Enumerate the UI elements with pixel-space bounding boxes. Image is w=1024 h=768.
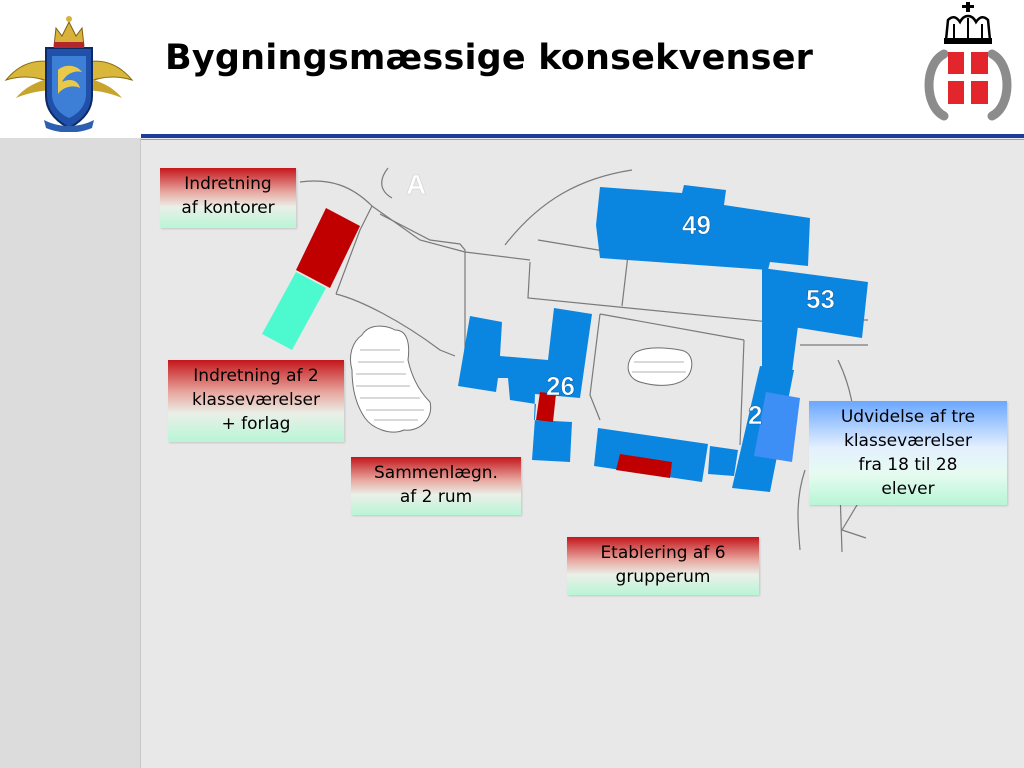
building-small (708, 446, 738, 476)
classroom-block (262, 272, 326, 350)
left-sidebar-panel (0, 138, 141, 768)
callout-office (160, 168, 296, 228)
callout-classrooms-line2: klasseværelser (191, 390, 320, 410)
callout-merge (351, 457, 521, 515)
callout-extension-line3: fra 18 til 28 (858, 455, 958, 475)
building-label-26: 26 (546, 371, 575, 401)
building-label-2: 2 (748, 400, 763, 430)
building-label-49: 49 (682, 210, 711, 240)
callout-office-line1: Indretning (184, 174, 272, 194)
callout-extension (809, 401, 1007, 505)
header-divider (141, 134, 1024, 138)
pond-shape (350, 326, 430, 432)
callout-merge-line2: af 2 rum (399, 487, 473, 507)
callout-extension-line1: Udvidelse af tre (840, 407, 976, 427)
office-block (296, 208, 360, 288)
callout-group-rooms (567, 537, 759, 595)
callout-group-rooms-line1: Etablering af 6 (600, 543, 726, 563)
callout-extension-line4: elever (881, 479, 935, 499)
building-map (255, 160, 875, 560)
callout-merge-line1: Sammenlægn. (374, 463, 498, 483)
callout-classrooms-line1: Indretning af 2 (193, 366, 319, 386)
building-wing (762, 322, 798, 372)
building-label-53: 53 (806, 284, 835, 314)
buildings (458, 185, 868, 492)
callout-group-rooms-line2: grupperum (615, 567, 711, 587)
callout-classrooms (168, 360, 344, 442)
pond-shape (628, 348, 692, 385)
callout-classrooms-line3: + forlag (221, 414, 291, 434)
slide-title: Bygningsmæssige konsekvenser (165, 38, 814, 78)
army-crest-icon (918, 2, 1018, 126)
area-label-a: A (406, 169, 427, 200)
callout-office-line2: af kontorer (181, 198, 275, 218)
air-force-crest-icon (4, 8, 134, 132)
header-divider-light (141, 139, 1024, 140)
callout-extension-line2: klasseværelser (843, 431, 972, 451)
